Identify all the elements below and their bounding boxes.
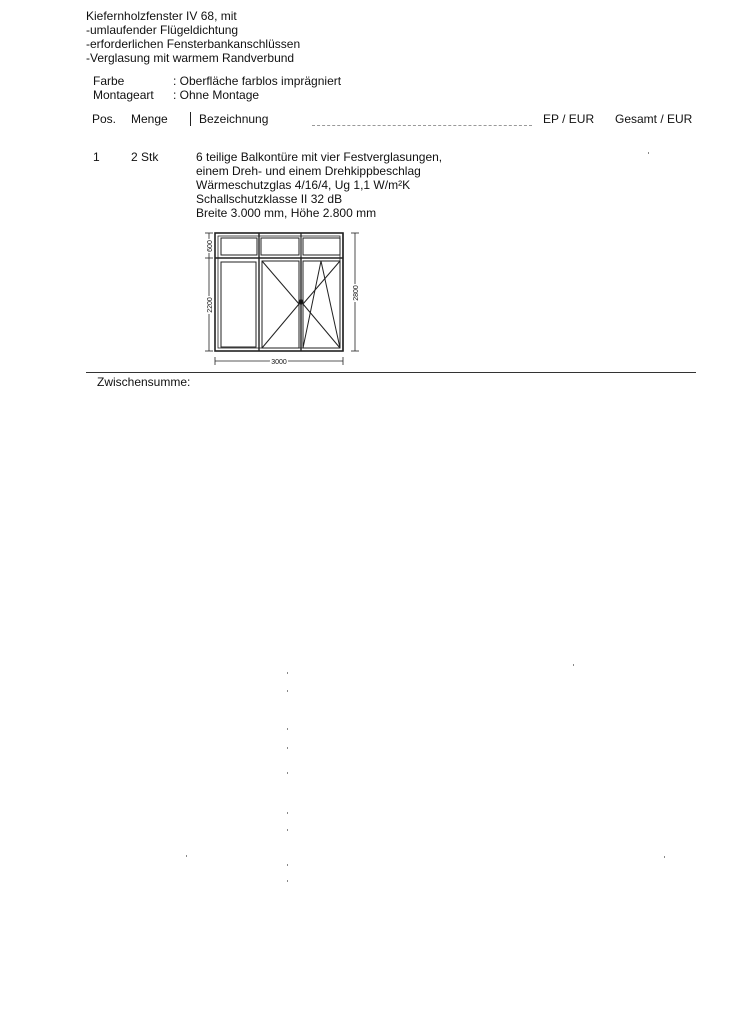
header-dotted-rule [312,125,532,126]
lower-pane-fixed [221,262,256,347]
column-header-ep: EP / EUR [543,112,595,126]
dimension-label-2800: 2800 [353,285,360,301]
item-description-line-2: einem Dreh- und einem Drehkippbeschlag [196,164,421,178]
scan-speck [287,864,288,866]
intro-line-1: Kiefernholzfenster IV 68, mit [86,9,237,23]
column-separator [190,112,191,126]
column-header-pos: Pos. [92,112,117,126]
sash-tilt-turn [303,261,340,348]
opening-symbol-turn [262,261,299,304]
scan-speck [573,664,574,666]
dimension-label-600: 600 [207,240,214,252]
property-label-farbe: Farbe [93,74,125,88]
item-description-line-3: Wärmeschutzglas 4/16/4, Ug 1,1 W/m²K [196,178,411,192]
scan-speck [664,856,665,858]
item-description-line-4: Schallschutzklasse II 32 dB [196,192,343,206]
scan-speck [287,880,288,882]
scan-speck [287,690,288,692]
sash-turn [262,261,299,348]
property-label-montageart: Montageart [93,88,154,102]
top-pane-right [303,238,340,255]
scan-speck [648,152,649,154]
scan-speck [287,728,288,730]
window-elevation-drawing [195,226,375,374]
column-header-gesamt: Gesamt / EUR [615,112,693,126]
subtotal-rule [86,372,696,373]
column-header-menge: Menge [131,112,168,126]
dimension-label-2200: 2200 [207,297,214,313]
item-description-line-5: Breite 3.000 mm, Höhe 2.800 mm [196,206,377,220]
top-pane-left [221,238,257,255]
subtotal-label: Zwischensumme: [97,375,191,389]
top-pane-middle [261,238,299,255]
scan-speck [186,855,187,857]
inner-frame [218,236,340,348]
scan-speck [287,672,288,674]
scan-speck [287,812,288,814]
intro-line-2: -umlaufender Flügeldichtung [86,23,239,37]
item-pos: 1 [93,150,100,164]
item-description-line-1: 6 teilige Balkontüre mit vier Festverglasungen, [196,150,443,164]
dimension-label-3000: 3000 [271,359,287,366]
scan-speck [287,747,288,749]
item-menge: 2 Stk [131,150,159,164]
column-header-bezeichnung: Bezeichnung [199,112,269,126]
intro-line-4: -Verglasung mit warmem Randverbund [86,51,295,65]
scan-speck [287,772,288,774]
property-value-farbe: : Oberfläche farblos imprägniert [173,74,342,88]
handle-marker [299,300,303,304]
opening-symbol-tilt-turn [303,261,340,304]
property-value-montageart: : Ohne Montage [173,88,260,102]
outer-frame [215,233,343,351]
scan-speck [287,829,288,831]
intro-line-3: -erforderlichen Fensterbankanschlüssen [86,37,301,51]
